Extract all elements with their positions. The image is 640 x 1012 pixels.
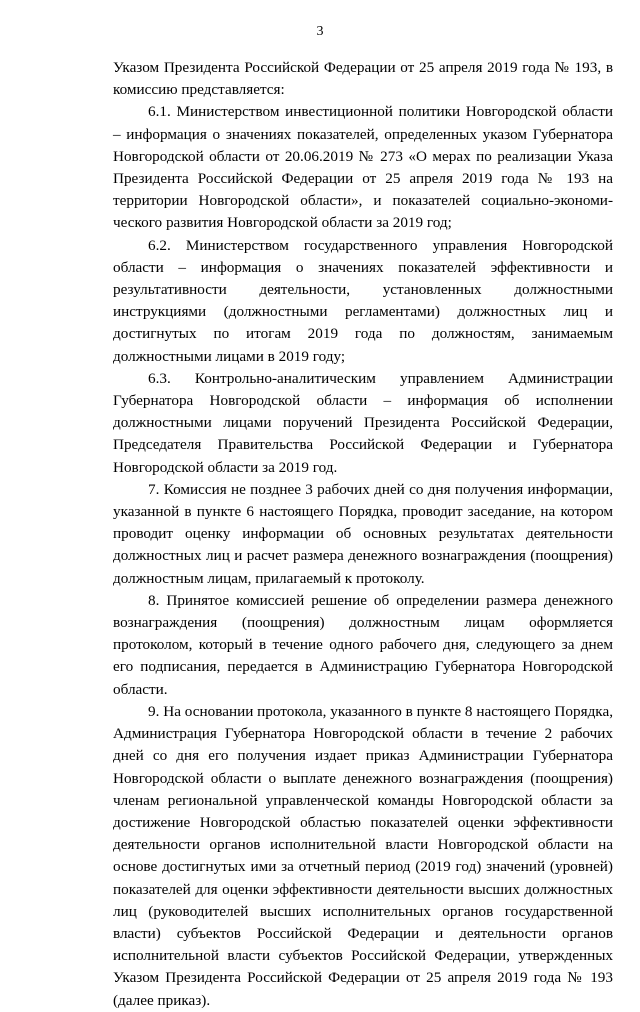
paragraph-8: 8. Принятое комиссией решение об определении размера денежного вознаграждения (поощрения) должностным лицам оформляется протоколом, который в течение одного рабочего дня, следующего за днем его подписания, передается в Администрацию Губернатора Новгородской области. (113, 591, 613, 698)
paragraph-6-2: 6.2. Министерством государственного управления Новгородской области – информация о значениях показателей эффективности и результативности деятельности, установленных должностными инструкциями (должностными регламентами) должностных лиц и достигнутых по итогам 2019 года по должностям, занимаемым должностными лицами в 2019 году; (113, 236, 613, 365)
paragraph-6-3: 6.3. Контрольно-аналитическим управлением Администрации Губернатора Новгородской области – информация об исполнении должностными лицами поручений Президента Российской Федерации, Председателя Правительства Российской Федерации и Губернатора Новгородской области за 2019 год. (113, 369, 613, 476)
paragraph-6-1: 6.1. Министерством инвестиционной политики Новгородской области – информация о значениях показателей, определенных указом Губернатора Новгородской области от 20.06.2019 № 273 «О мерах по реализации Указа Президента Российской Федерации от 25 апреля 2019 года № 193 на территории Новгородской области», и показателей социально-экономического развития Новгородской области за 2019 год; (113, 103, 613, 232)
paragraph-7: 7. Комиссия не позднее 3 рабочих дней со дня получения информации, указанной в пункте 6 настоящего Порядка, проводит заседание, на котором проводит оценку информации об основных результатах деятельности должностных лиц и расчет размера денежного вознаграждения (поощрения) должностным лицам, прилагаемый к протоколу. (113, 480, 613, 587)
page-number: 3 (316, 24, 324, 39)
paragraph-9: 9. На основании протокола, указанного в пункте 8 настоящего Порядка, Администрация Губернатора Новгородской области в течение 2 рабочих дней со дня его получения издает приказ Администрации Губернатора Новгородской области о выплате денежного вознаграждения (поощрения) членам региональной управленческой команды Новгородской области за достижение Новгородской областью показателей оценки эффективности деятельности органов исполнительной власти Новгородской области на основе достигнутых ими за отчетный период (2019 год) значений (уровней) показателей для оценки эффективности деятельности высших должностных лиц (руководителей высших исполнительных органов государственной власти) субъектов Российской Федерации и деятельности органов исполнительной власти субъектов Российской Федерации, утвержденных Указом Президента Российской Федерации от 25 апреля 2019 года № 193 (далее приказ). (113, 702, 613, 1009)
paragraph-continuation: Указом Президента Российской Федерации от 25 апреля 2019 года № 193, в комиссию представляется: (113, 59, 613, 99)
document-body (113, 57, 613, 1012)
